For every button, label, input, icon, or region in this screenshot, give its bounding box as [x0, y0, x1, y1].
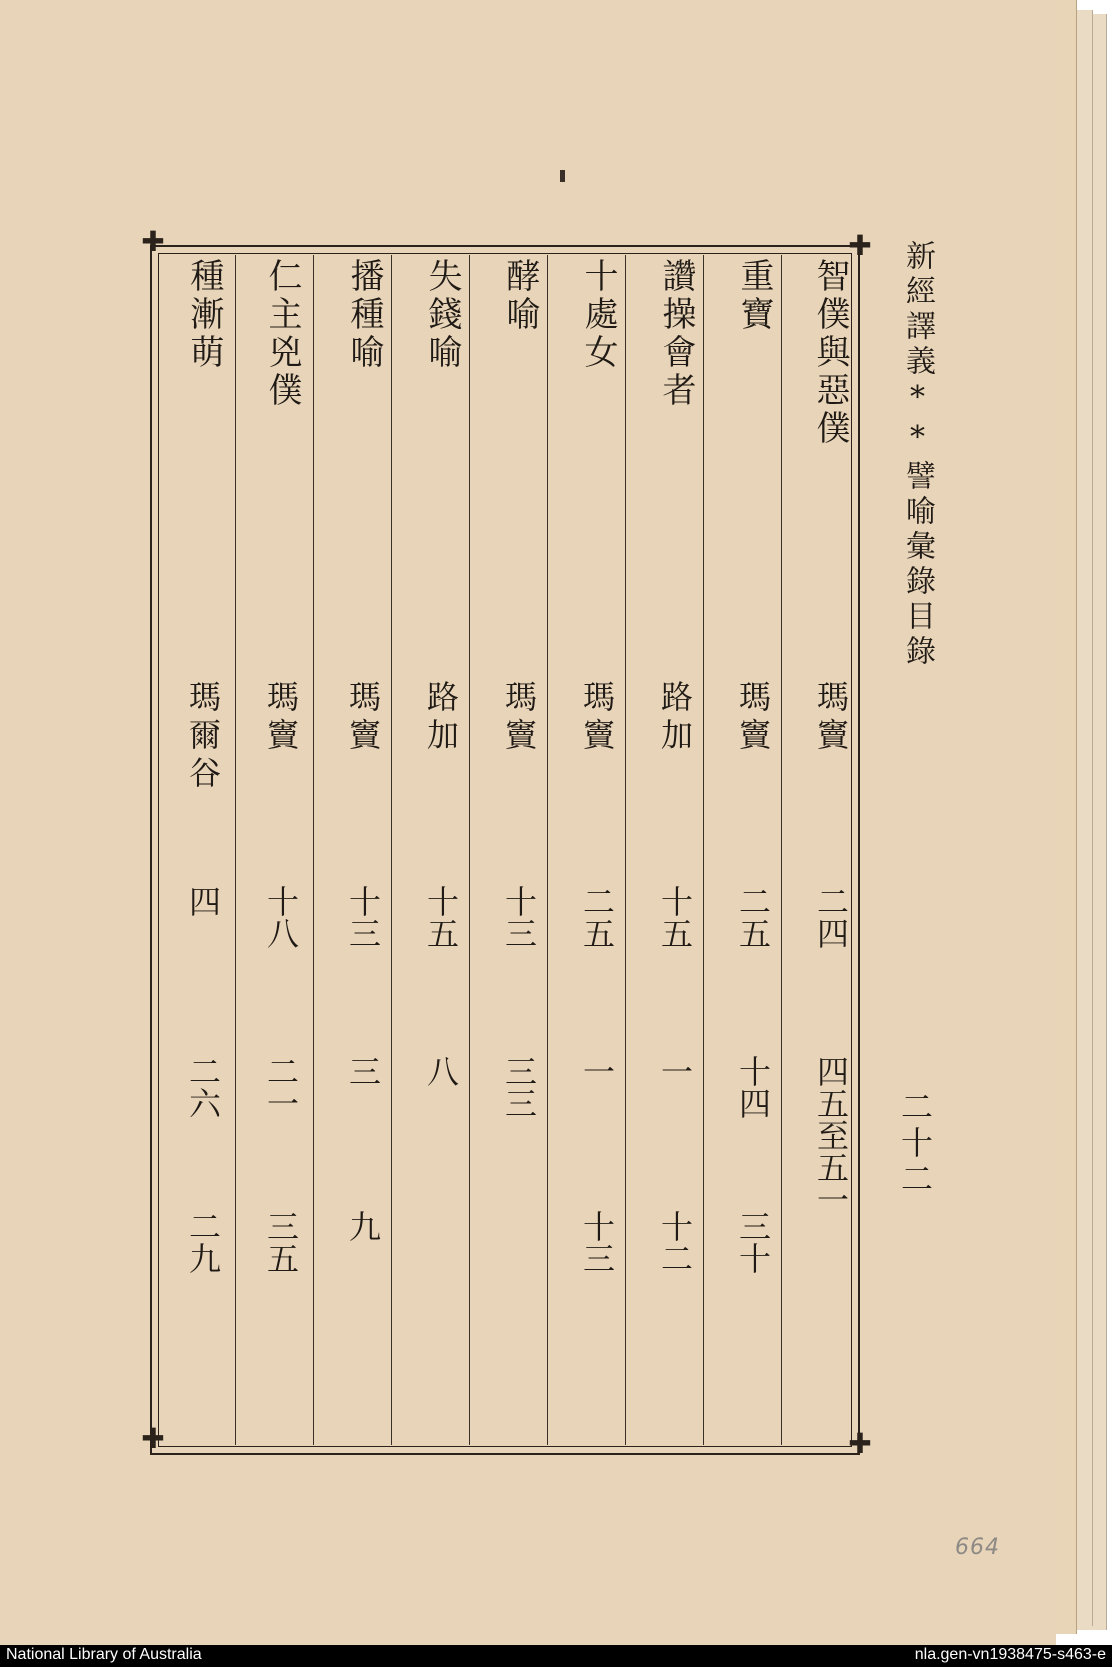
- entry-title: 讚操會者: [656, 258, 696, 410]
- attribution-bar: [0, 1645, 1112, 1667]
- column-divider: [313, 255, 314, 1445]
- entry-author: 瑪竇: [578, 680, 616, 756]
- pencil-annotation: 664: [955, 1535, 1000, 1560]
- entry-author: 瑪竇: [262, 680, 300, 756]
- column-divider: [469, 255, 470, 1445]
- entry-ref-chapter: 十三: [344, 885, 382, 949]
- entry-ref-verse-end: 十三: [578, 1210, 616, 1274]
- entry-author: 瑪竇: [734, 680, 772, 756]
- entry-title: 重寶: [734, 258, 774, 334]
- library-credit: National Library of Australia: [6, 1646, 202, 1663]
- column-divider: [703, 255, 704, 1445]
- entry-ref-verse-end: 十二: [656, 1210, 694, 1274]
- entry-ref-chapter: 十五: [656, 885, 694, 949]
- entry-title: 酵喻: [500, 258, 540, 334]
- corner-ornament-icon: ✚: [848, 229, 872, 262]
- entry-ref-verse-start: 二六: [184, 1055, 222, 1119]
- column-divider: [781, 255, 782, 1445]
- column-divider: [547, 255, 548, 1445]
- entry-ref-verse-end: 九: [344, 1210, 382, 1242]
- entry-title: 種漸萌: [184, 258, 224, 372]
- entry-title: 智僕與惡僕: [810, 258, 850, 448]
- entry-title: 失錢喻: [422, 258, 462, 372]
- ink-mark: [560, 170, 565, 182]
- entry-ref-chapter: 二五: [734, 885, 772, 949]
- entry-ref-verse: 八: [422, 1055, 460, 1087]
- entry-ref-verse-start: 二一: [262, 1055, 300, 1119]
- entry-ref-verse-end: 三十: [734, 1210, 772, 1274]
- entry-author: 瑪竇: [812, 680, 850, 756]
- entry-ref-chapter: 十八: [262, 885, 300, 949]
- entry-ref-chapter: 十五: [422, 885, 460, 949]
- entry-ref-verse: 三三: [500, 1055, 538, 1119]
- entry-author: 路加: [422, 680, 460, 756]
- entry-ref-verse-end: 二九: [184, 1210, 222, 1274]
- entry-author: 路加: [656, 680, 694, 756]
- entry-ref-verse-start: 一: [656, 1055, 694, 1087]
- page-number: 二十二: [896, 1090, 934, 1198]
- entry-title: 播種喻: [344, 258, 384, 372]
- entry-ref-verse-start: 一: [578, 1055, 616, 1087]
- entry-title: 十處女: [578, 258, 618, 372]
- entry-author: 瑪爾谷: [184, 680, 222, 794]
- item-identifier: nla.gen-vn1938475-s463-e: [914, 1646, 1106, 1663]
- corner-ornament-icon: ✚: [848, 1427, 872, 1460]
- entry-ref-chapter: 二五: [578, 885, 616, 949]
- entry-author: 瑪竇: [344, 680, 382, 756]
- entry-ref-verses: 四五至五一: [812, 1055, 850, 1215]
- entry-ref-verse-end: 三五: [262, 1210, 300, 1274]
- entry-ref-chapter: 十三: [500, 885, 538, 949]
- column-divider: [625, 255, 626, 1445]
- entry-ref-verse-start: 十四: [734, 1055, 772, 1119]
- entry-ref-verse-start: 三: [344, 1055, 382, 1087]
- column-divider: [391, 255, 392, 1445]
- corner-ornament-icon: ✚: [141, 225, 165, 258]
- corner-ornament-icon: ✚: [141, 1422, 165, 1455]
- running-header: 新經譯義**譬喻彙錄目錄: [900, 240, 935, 670]
- entry-ref-chapter: 二四: [812, 885, 850, 949]
- entry-author: 瑪竇: [500, 680, 538, 756]
- entry-ref-chapter: 四: [184, 885, 222, 917]
- column-divider: [235, 255, 236, 1445]
- entry-title: 仁主兇僕: [262, 258, 302, 410]
